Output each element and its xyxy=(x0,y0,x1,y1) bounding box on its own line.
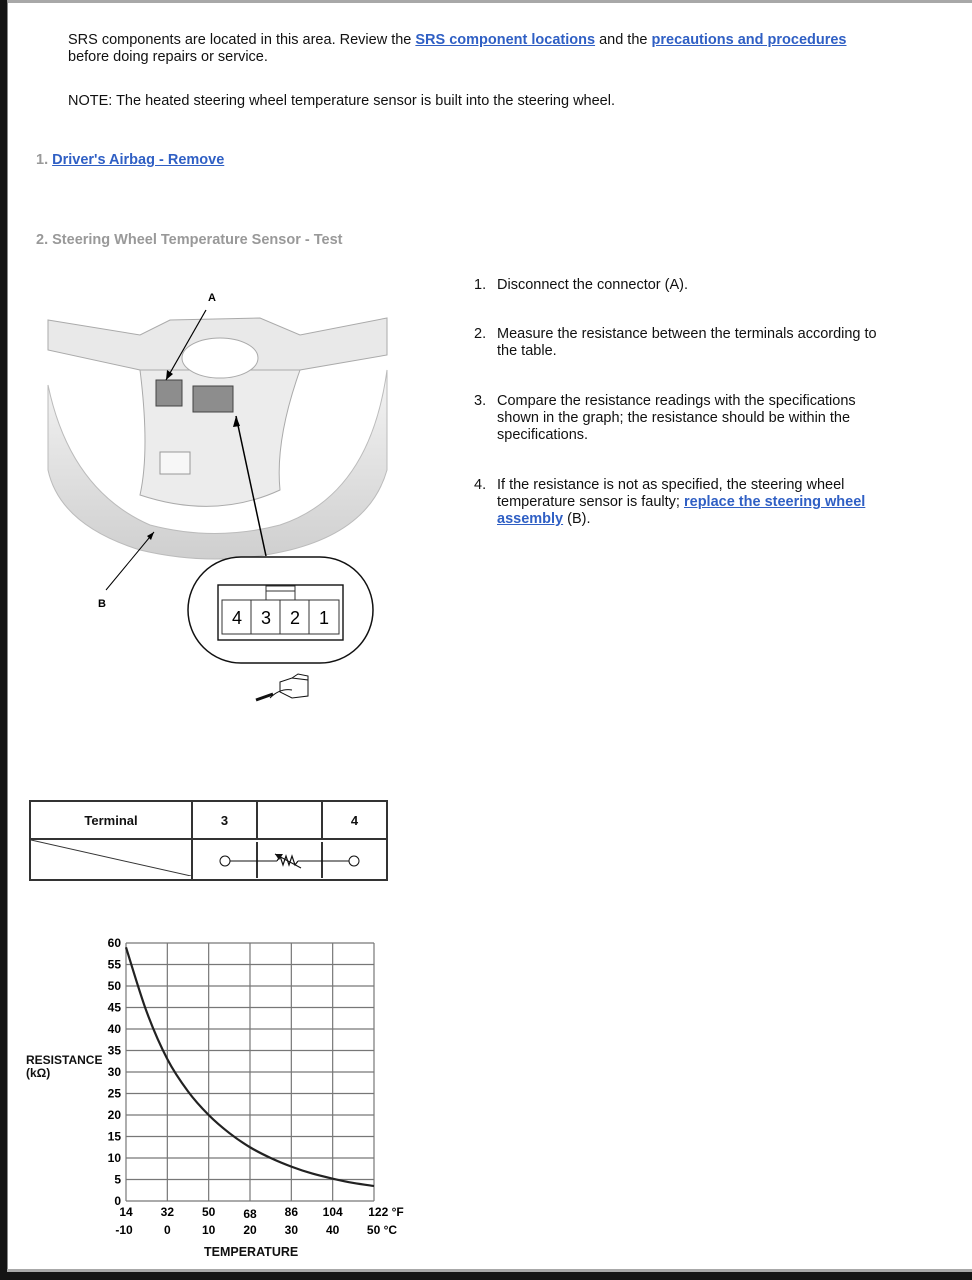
replace-steering-wheel-assembly-link[interactable]: replace the steering wheel assembly xyxy=(497,494,866,527)
y-tick-label: 35 xyxy=(107,1043,121,1058)
page-border-bottom xyxy=(7,1269,972,1272)
x-tick-fahrenheit: 122 °F xyxy=(368,1205,404,1219)
x-tick-celsius: 50 °C xyxy=(366,1223,398,1237)
callout-a-label: A xyxy=(208,292,216,304)
diagonal-cell xyxy=(30,839,192,880)
y-tick-label: 25 xyxy=(107,1086,121,1101)
y-tick-label: 45 xyxy=(107,1000,121,1015)
terminal-side-view-icon xyxy=(256,674,308,700)
instruction-item: 4. If the resistance is not as specified, the steering wheel temperature sensor is faulty; replace the steering wheel assembly (B). xyxy=(474,477,866,527)
y-tick-label: 55 xyxy=(107,957,121,972)
terminal-3-header: 3 xyxy=(192,801,257,839)
x-tick-fahrenheit: 14 xyxy=(119,1205,133,1219)
step-1-heading xyxy=(36,152,224,168)
x-tick-celsius: 30 xyxy=(284,1223,299,1237)
x-tick-celsius: 10 xyxy=(201,1223,216,1237)
y-tick-label: 10 xyxy=(107,1151,121,1165)
x-tick-celsius: -10 xyxy=(115,1223,133,1237)
connector-pin-4: 4 xyxy=(231,608,243,628)
y-tick-label: 20 xyxy=(107,1108,121,1122)
y-tick-label: 5 xyxy=(114,1172,121,1187)
y-tick-label: 0 xyxy=(114,1194,121,1208)
connector-pin-2: 2 xyxy=(289,608,301,628)
x-tick-celsius: 0 xyxy=(163,1223,171,1237)
x-axis-label: TEMPERATURE xyxy=(204,1245,299,1259)
step-2-title: Steering Wheel Temperature Sensor - Test xyxy=(52,232,343,248)
x-tick-fahrenheit: 50 xyxy=(201,1205,216,1219)
terminal-blank-header xyxy=(257,801,322,839)
thermistor-connection-cell xyxy=(192,839,387,880)
instruction-item: 2. Measure the resistance between the terminals according to the table. xyxy=(474,326,877,359)
y-tick-label: 60 xyxy=(107,936,121,950)
step-1-number: 1. xyxy=(36,152,49,168)
step-2-number: 2. xyxy=(36,232,49,248)
terminal-header: Terminal xyxy=(30,801,192,839)
terminal-table xyxy=(29,800,388,881)
connector-pin-1: 1 xyxy=(318,608,330,628)
x-tick-fahrenheit: 68 xyxy=(243,1207,257,1221)
instruction-list xyxy=(474,277,894,528)
precautions-and-procedures-link[interactable]: precautions and procedures xyxy=(651,32,847,48)
x-tick-fahrenheit: 32 xyxy=(160,1205,175,1219)
callout-b-label: B xyxy=(98,598,106,610)
srs-component-locations-link[interactable]: SRS component locations xyxy=(415,32,596,48)
y-tick-label: 50 xyxy=(107,979,121,993)
y-tick-label: 30 xyxy=(107,1065,121,1079)
instruction-item: 1. Disconnect the connector (A). xyxy=(474,277,689,293)
x-tick-fahrenheit: 104 xyxy=(322,1205,343,1219)
y-tick-label: 40 xyxy=(107,1022,121,1036)
x-tick-celsius: 40 xyxy=(325,1223,340,1237)
x-tick-celsius: 20 xyxy=(243,1223,257,1237)
resistance-temperature-chart xyxy=(20,930,420,1265)
diagonal-line xyxy=(31,840,191,876)
intro-text-middle: and the xyxy=(595,32,652,48)
terminal-4-header: 4 xyxy=(322,801,387,839)
steering-wheel-illustration xyxy=(30,280,400,720)
instruction-item: 3. Compare the resistance readings with the specifications shown in the graph; the resistance should be within the specifications. xyxy=(474,393,856,443)
note-text: NOTE: The heated steering wheel temperature sensor is built into the steering wheel. xyxy=(68,93,615,109)
thermistor-icon xyxy=(193,842,386,878)
srs-warning-paragraph xyxy=(68,32,888,66)
connector-pin-3: 3 xyxy=(260,608,272,628)
step-2-heading xyxy=(36,232,342,248)
x-tick-fahrenheit: 86 xyxy=(284,1205,299,1219)
y-tick-label: 15 xyxy=(107,1129,121,1144)
intro-text-after: before doing repairs or service. xyxy=(68,49,268,65)
drivers-airbag-remove-link[interactable]: Driver's Airbag - Remove xyxy=(52,152,225,168)
intro-text-before: SRS components are located in this area. Review the xyxy=(68,32,416,48)
y-axis-label: RESISTANCE (kΩ) xyxy=(26,1053,103,1080)
